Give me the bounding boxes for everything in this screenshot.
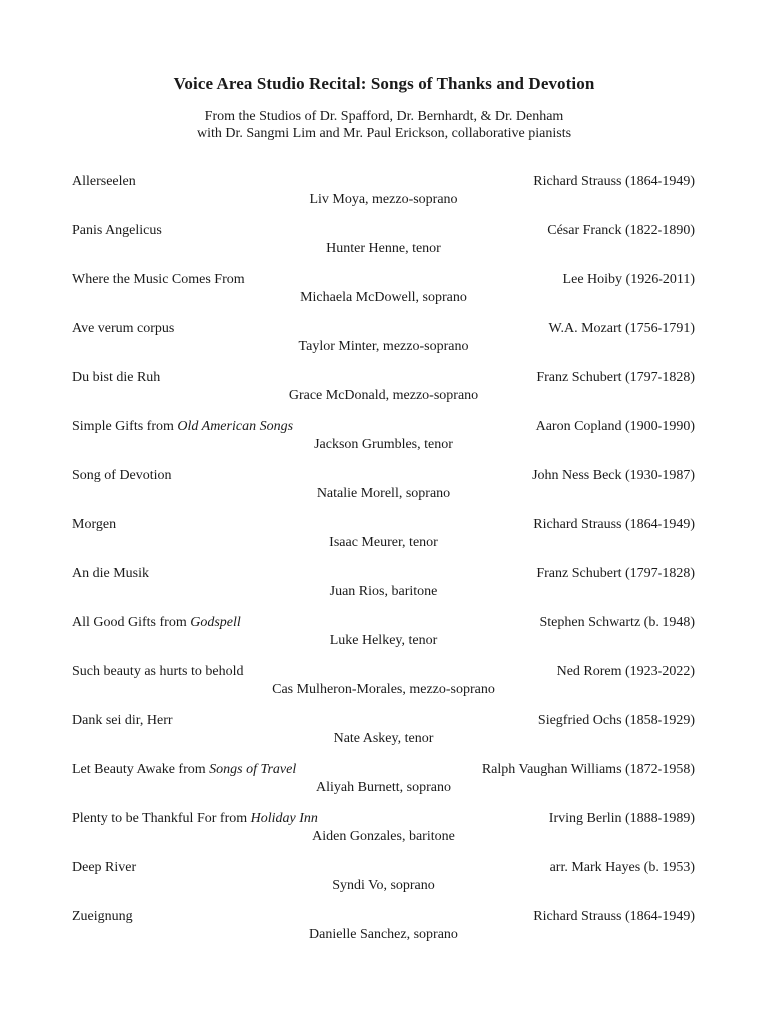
piece-title: An die Musik xyxy=(72,566,149,581)
performer: Grace McDonald, mezzo-soprano xyxy=(288,388,479,403)
composer: Ned Rorem (1923-2022) xyxy=(556,664,695,679)
piece-title: Song of Devotion xyxy=(72,468,172,483)
program-entry xyxy=(72,615,695,664)
piece-title: Where the Music Comes From xyxy=(72,272,245,287)
piece-title: Du bist die Ruh xyxy=(72,370,161,385)
source-work: Holiday Inn xyxy=(250,811,318,826)
source-work: Old American Songs xyxy=(177,419,294,434)
piece-title: Let Beauty Awake from Songs of Travel xyxy=(72,762,297,777)
piece-title: Morgen xyxy=(72,517,117,532)
composer: Richard Strauss (1864-1949) xyxy=(533,174,695,189)
performer: Nate Askey, tenor xyxy=(333,731,434,746)
performer: Aiden Gonzales, baritone xyxy=(312,829,455,844)
program-entry xyxy=(72,713,695,762)
performer: Michaela McDowell, soprano xyxy=(300,290,467,305)
pianists-line: with Dr. Sangmi Lim and Mr. Paul Erickson, collaborative pianists xyxy=(196,126,572,141)
composer: Franz Schubert (1797-1828) xyxy=(536,370,695,385)
program-list xyxy=(72,174,695,958)
performer: Cas Mulheron-Morales, mezzo-soprano xyxy=(272,682,495,697)
composer: Aaron Copland (1900-1990) xyxy=(535,419,695,434)
performer: Danielle Sanchez, soprano xyxy=(309,927,458,942)
performer: Liv Moya, mezzo-soprano xyxy=(309,192,458,207)
program-entry xyxy=(72,909,695,958)
program-entry xyxy=(72,468,695,517)
studios-line: From the Studios of Dr. Spafford, Dr. Bernhardt, & Dr. Denham xyxy=(204,109,564,124)
piece-title: All Good Gifts from Godspell xyxy=(72,615,241,630)
performer: Juan Rios, baritone xyxy=(329,584,438,599)
piece-title: Deep River xyxy=(72,860,137,875)
program-entry xyxy=(72,664,695,713)
program-entry xyxy=(72,419,695,468)
performer: Natalie Morell, soprano xyxy=(316,486,451,501)
performer: Syndi Vo, soprano xyxy=(332,878,435,893)
composer: Ralph Vaughan Williams (1872-1958) xyxy=(481,762,695,777)
piece-title: Allerseelen xyxy=(72,174,136,189)
piece-title: Dank sei dir, Herr xyxy=(72,713,173,728)
program-entry xyxy=(72,762,695,811)
piece-title: Zueignung xyxy=(72,909,133,924)
source-work: Songs of Travel xyxy=(209,762,297,777)
program-entry xyxy=(72,370,695,419)
page-title: Voice Area Studio Recital: Songs of Thanks and Devotion xyxy=(173,74,595,93)
piece-title: Simple Gifts from Old American Songs xyxy=(72,419,294,434)
composer: Franz Schubert (1797-1828) xyxy=(536,566,695,581)
program-entry xyxy=(72,174,695,223)
composer: W.A. Mozart (1756-1791) xyxy=(548,321,695,336)
performer: Aliyah Burnett, soprano xyxy=(316,780,451,795)
performer: Hunter Henne, tenor xyxy=(326,241,441,256)
source-work: Godspell xyxy=(190,615,241,630)
composer: Irving Berlin (1888-1989) xyxy=(548,811,695,826)
composer: arr. Mark Hayes (b. 1953) xyxy=(549,860,695,875)
program-entry xyxy=(72,566,695,615)
composer: Lee Hoiby (1926-2011) xyxy=(562,272,695,287)
piece-title: Panis Angelicus xyxy=(72,223,162,238)
piece-title: Ave verum corpus xyxy=(72,321,175,336)
performer: Taylor Minter, mezzo-soprano xyxy=(298,339,469,354)
program-entry xyxy=(72,860,695,909)
composer: Siegfried Ochs (1858-1929) xyxy=(537,713,695,728)
program-entry xyxy=(72,223,695,272)
composer: César Franck (1822-1890) xyxy=(547,223,695,238)
composer: Richard Strauss (1864-1949) xyxy=(533,909,695,924)
program-entry xyxy=(72,321,695,370)
piece-title: Plenty to be Thankful For from Holiday Inn xyxy=(72,811,318,826)
program-entry xyxy=(72,272,695,321)
composer: Richard Strauss (1864-1949) xyxy=(533,517,695,532)
performer: Luke Helkey, tenor xyxy=(329,633,438,648)
piece-title: Such beauty as hurts to behold xyxy=(72,664,244,679)
performer: Jackson Grumbles, tenor xyxy=(314,437,453,452)
program-entry xyxy=(72,517,695,566)
program-entry xyxy=(72,811,695,860)
performer: Isaac Meurer, tenor xyxy=(329,535,438,550)
composer: Stephen Schwartz (b. 1948) xyxy=(539,615,695,630)
composer: John Ness Beck (1930-1987) xyxy=(532,468,695,483)
